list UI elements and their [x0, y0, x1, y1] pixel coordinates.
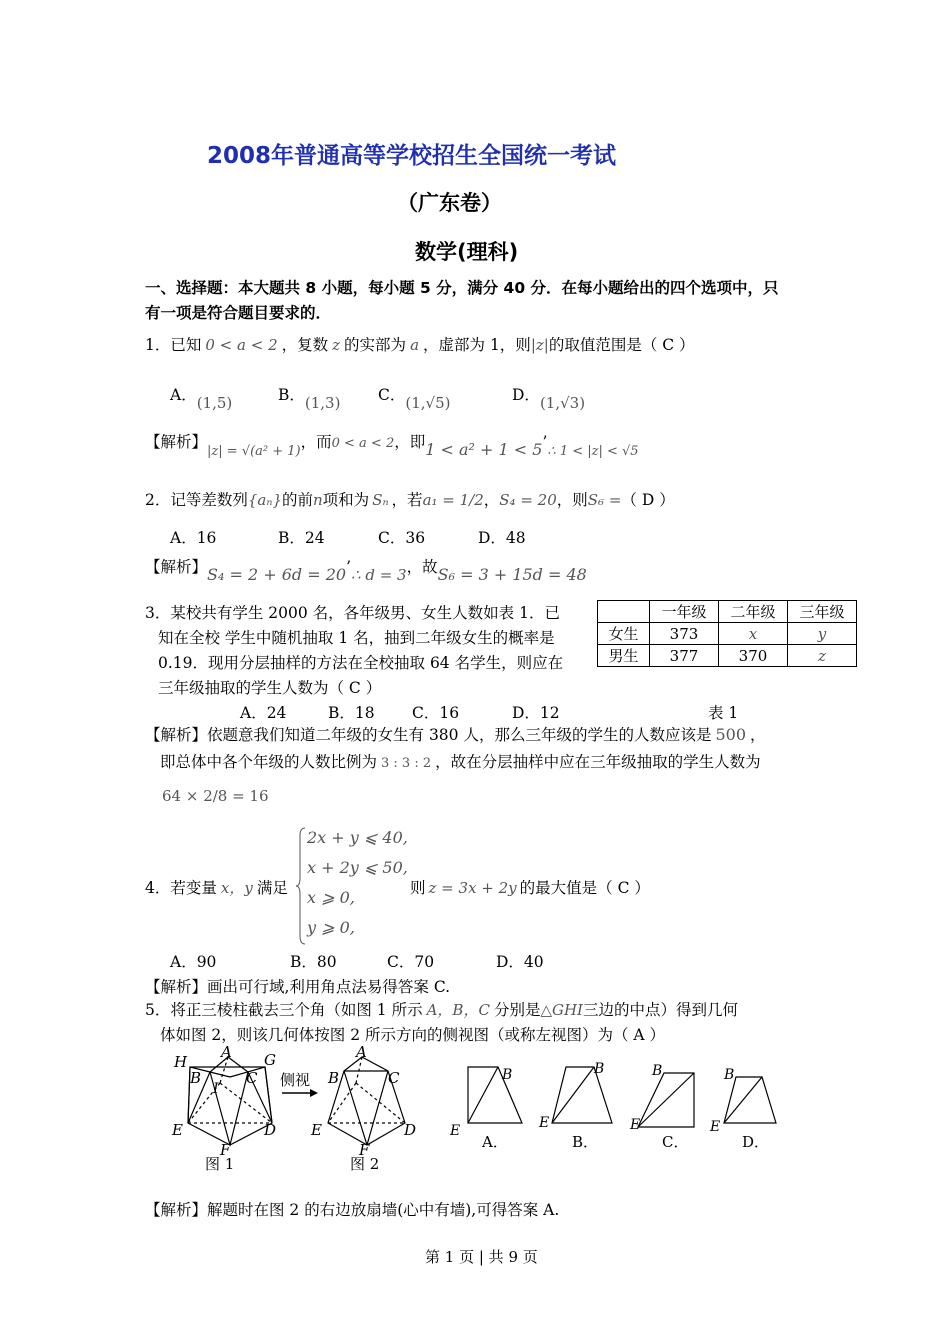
option-d-side-view [724, 1077, 776, 1123]
q1-option-c: C．(1,√5) [378, 386, 451, 412]
label-b: B [652, 1063, 663, 1079]
label-b: B [724, 1067, 735, 1083]
table-row [598, 623, 857, 645]
table-header: 三年级 [788, 601, 857, 623]
q4-option-c: C．70 [387, 953, 435, 971]
table-cell: 377 [650, 645, 719, 667]
label-c: C [246, 1069, 258, 1087]
section-instructions-line1: 一、选择题：本大题共 8 小题，每小题 5 分，满分 40 分．在每小题给出的四个选项中，只 [145, 279, 779, 297]
table-cell: 370 [719, 645, 788, 667]
table-cell: 男生 [598, 645, 650, 667]
table-cell: x [719, 623, 788, 645]
q4-solution: 【解析】画出可行域,利用角点法易得答案 C. [145, 978, 451, 996]
q5-solution: 【解析】解题时在图 2 的右边放扇墙(心中有墙),可得答案 A. [145, 1201, 560, 1219]
table-header-row [598, 601, 857, 623]
label-g: G [264, 1051, 276, 1069]
q3-option-c: C．16 [412, 704, 460, 722]
geometry-figures [160, 1045, 800, 1180]
label-b: B [190, 1069, 202, 1087]
question-3-line2: 知在全校 学生中随机抽取 1 名，抽到二年级女生的概率是 [158, 629, 555, 647]
q3-solution-line2: 即总体中各个年级的人数比例为 3 : 3 : 2 ，故在分层抽样中应在三年级抽取的学生人数为 [160, 753, 761, 771]
question-4: 4．若变量 x，y 满足 [145, 879, 288, 897]
table-row [598, 645, 857, 667]
constraint-2: x + 2y ⩽ 50, [307, 858, 408, 877]
enrollment-table [597, 600, 857, 667]
option-c-caption: C． [662, 1133, 689, 1151]
label-f: F [220, 1141, 231, 1159]
q4-option-d: D．40 [496, 953, 544, 971]
label-b: B [594, 1061, 605, 1077]
label-c: C [388, 1069, 400, 1087]
label-b: B [502, 1067, 513, 1083]
page-footer: 第 1 页 | 共 9 页 [425, 1248, 538, 1266]
question-3-line4: 三年级抽取的学生人数为（ C ） [158, 679, 382, 697]
label-i: I [213, 1081, 219, 1097]
q4-option-a: A．90 [170, 953, 217, 971]
q2-option-b: B．24 [278, 529, 325, 547]
label-f: F [359, 1141, 370, 1159]
table-cell: y [788, 623, 857, 645]
q1-option-d: D．(1,√3) [512, 386, 586, 412]
label-e: E [710, 1119, 721, 1135]
option-a-caption: A． [482, 1133, 508, 1151]
table-cell: 女生 [598, 623, 650, 645]
page-title: 2008年普通高等学校招生全国统一考试 [207, 143, 617, 169]
q2-option-a: A．16 [170, 529, 217, 547]
label-e: E [172, 1121, 183, 1139]
constraint-4: y ⩾ 0, [307, 918, 355, 937]
label-d: D [264, 1121, 277, 1139]
label-e: E [450, 1123, 461, 1139]
constraint-3: x ⩾ 0, [307, 888, 355, 907]
label-d: D [404, 1121, 417, 1139]
table-caption: 表 1 [708, 704, 739, 722]
table-header: 一年级 [650, 601, 719, 623]
arrow-head-icon [310, 1089, 318, 1097]
q3-solution-formula: 64 × 2/8 = 16 [162, 787, 269, 805]
q3-option-b: B．18 [328, 704, 375, 722]
question-5-line2: 体如图 2，则该几何体按图 2 所示方向的侧视图（或称左视图）为（ A ） [160, 1026, 666, 1044]
question-3-line3: 0.19．现用分层抽样的方法在全校抽取 64 名学生，则应在 [158, 654, 564, 672]
table-cell: 373 [650, 623, 719, 645]
constraint-1: 2x + y ⩽ 40, [307, 828, 408, 847]
section-instructions-line2: 有一项是符合题目要求的． [145, 304, 332, 322]
table-header: 二年级 [719, 601, 788, 623]
label-a: A [221, 1045, 232, 1061]
label-b: B [328, 1069, 340, 1087]
q4-option-b: B．80 [290, 953, 337, 971]
table-cell: z [788, 645, 857, 667]
label-e: E [539, 1115, 550, 1131]
option-d-caption: D． [742, 1133, 770, 1151]
q1-option-b: B．(1,3) [278, 386, 341, 412]
question-3-line1: 3．某校共有学生 2000 名，各年级男、女生人数如表 1．已 [145, 604, 560, 622]
label-h: H [174, 1053, 188, 1071]
option-b-caption: B． [572, 1133, 599, 1151]
label-e: E [311, 1121, 322, 1139]
question-5-line1: 5．将正三棱柱截去三个角（如图 1 所示 A，B，C 分别是△GHI三边的中点）得到几何 [145, 1001, 738, 1019]
label-e: E [630, 1117, 641, 1133]
exam-subject: 数学(理科) [415, 240, 519, 264]
q1-solution: 【解析】$_{|z| = √(a^2 + 1)}$，而0 < a < 2，即$1 < a^2 + 1 < 5’_{\therefore 1 < |z| < √5}$ [145, 433, 639, 459]
q3-option-d: D．12 [512, 704, 560, 722]
table-cell [598, 601, 650, 623]
q3-option-a: A．24 [240, 704, 287, 722]
q3-solution-line1: 【解析】依题意我们知道二年级的女生有 380 人，那么三年级的学生的人数应该是 500 ， [145, 725, 766, 744]
question-1: 1．已知 0 < a < 2 ，复数 z 的实部为 a ，虚部为 1，则|z|的取值范围是（ C ） [145, 336, 695, 354]
q2-option-d: D．48 [478, 529, 526, 547]
option-a-side-view [468, 1067, 522, 1123]
side-view-label: 侧视 [280, 1071, 311, 1089]
system-brace [296, 826, 306, 946]
figure-2-caption: 图 2 [350, 1155, 380, 1173]
q2-solution: 【解析】S₄ = 2 + 6d = 20’∴ d = 3，故S₆ = 3 + 15d = 48 [145, 558, 587, 584]
question-2: 2．记等差数列{aₙ}的前n项和为 Sₙ ，若a₁ = 1/2，S₄ = 20，则S₆ =（ D ） [145, 491, 675, 509]
q1-option-a: A．(1,5) [170, 386, 233, 412]
option-c-side-view [638, 1073, 694, 1127]
exam-region: （广东卷） [397, 191, 502, 215]
figure-1-caption: 图 1 [205, 1155, 235, 1173]
q2-option-c: C．36 [378, 529, 426, 547]
question-4-target: 则 z = 3x + 2y 的最大值是（ C ） [410, 879, 650, 897]
label-a: A [356, 1045, 367, 1061]
